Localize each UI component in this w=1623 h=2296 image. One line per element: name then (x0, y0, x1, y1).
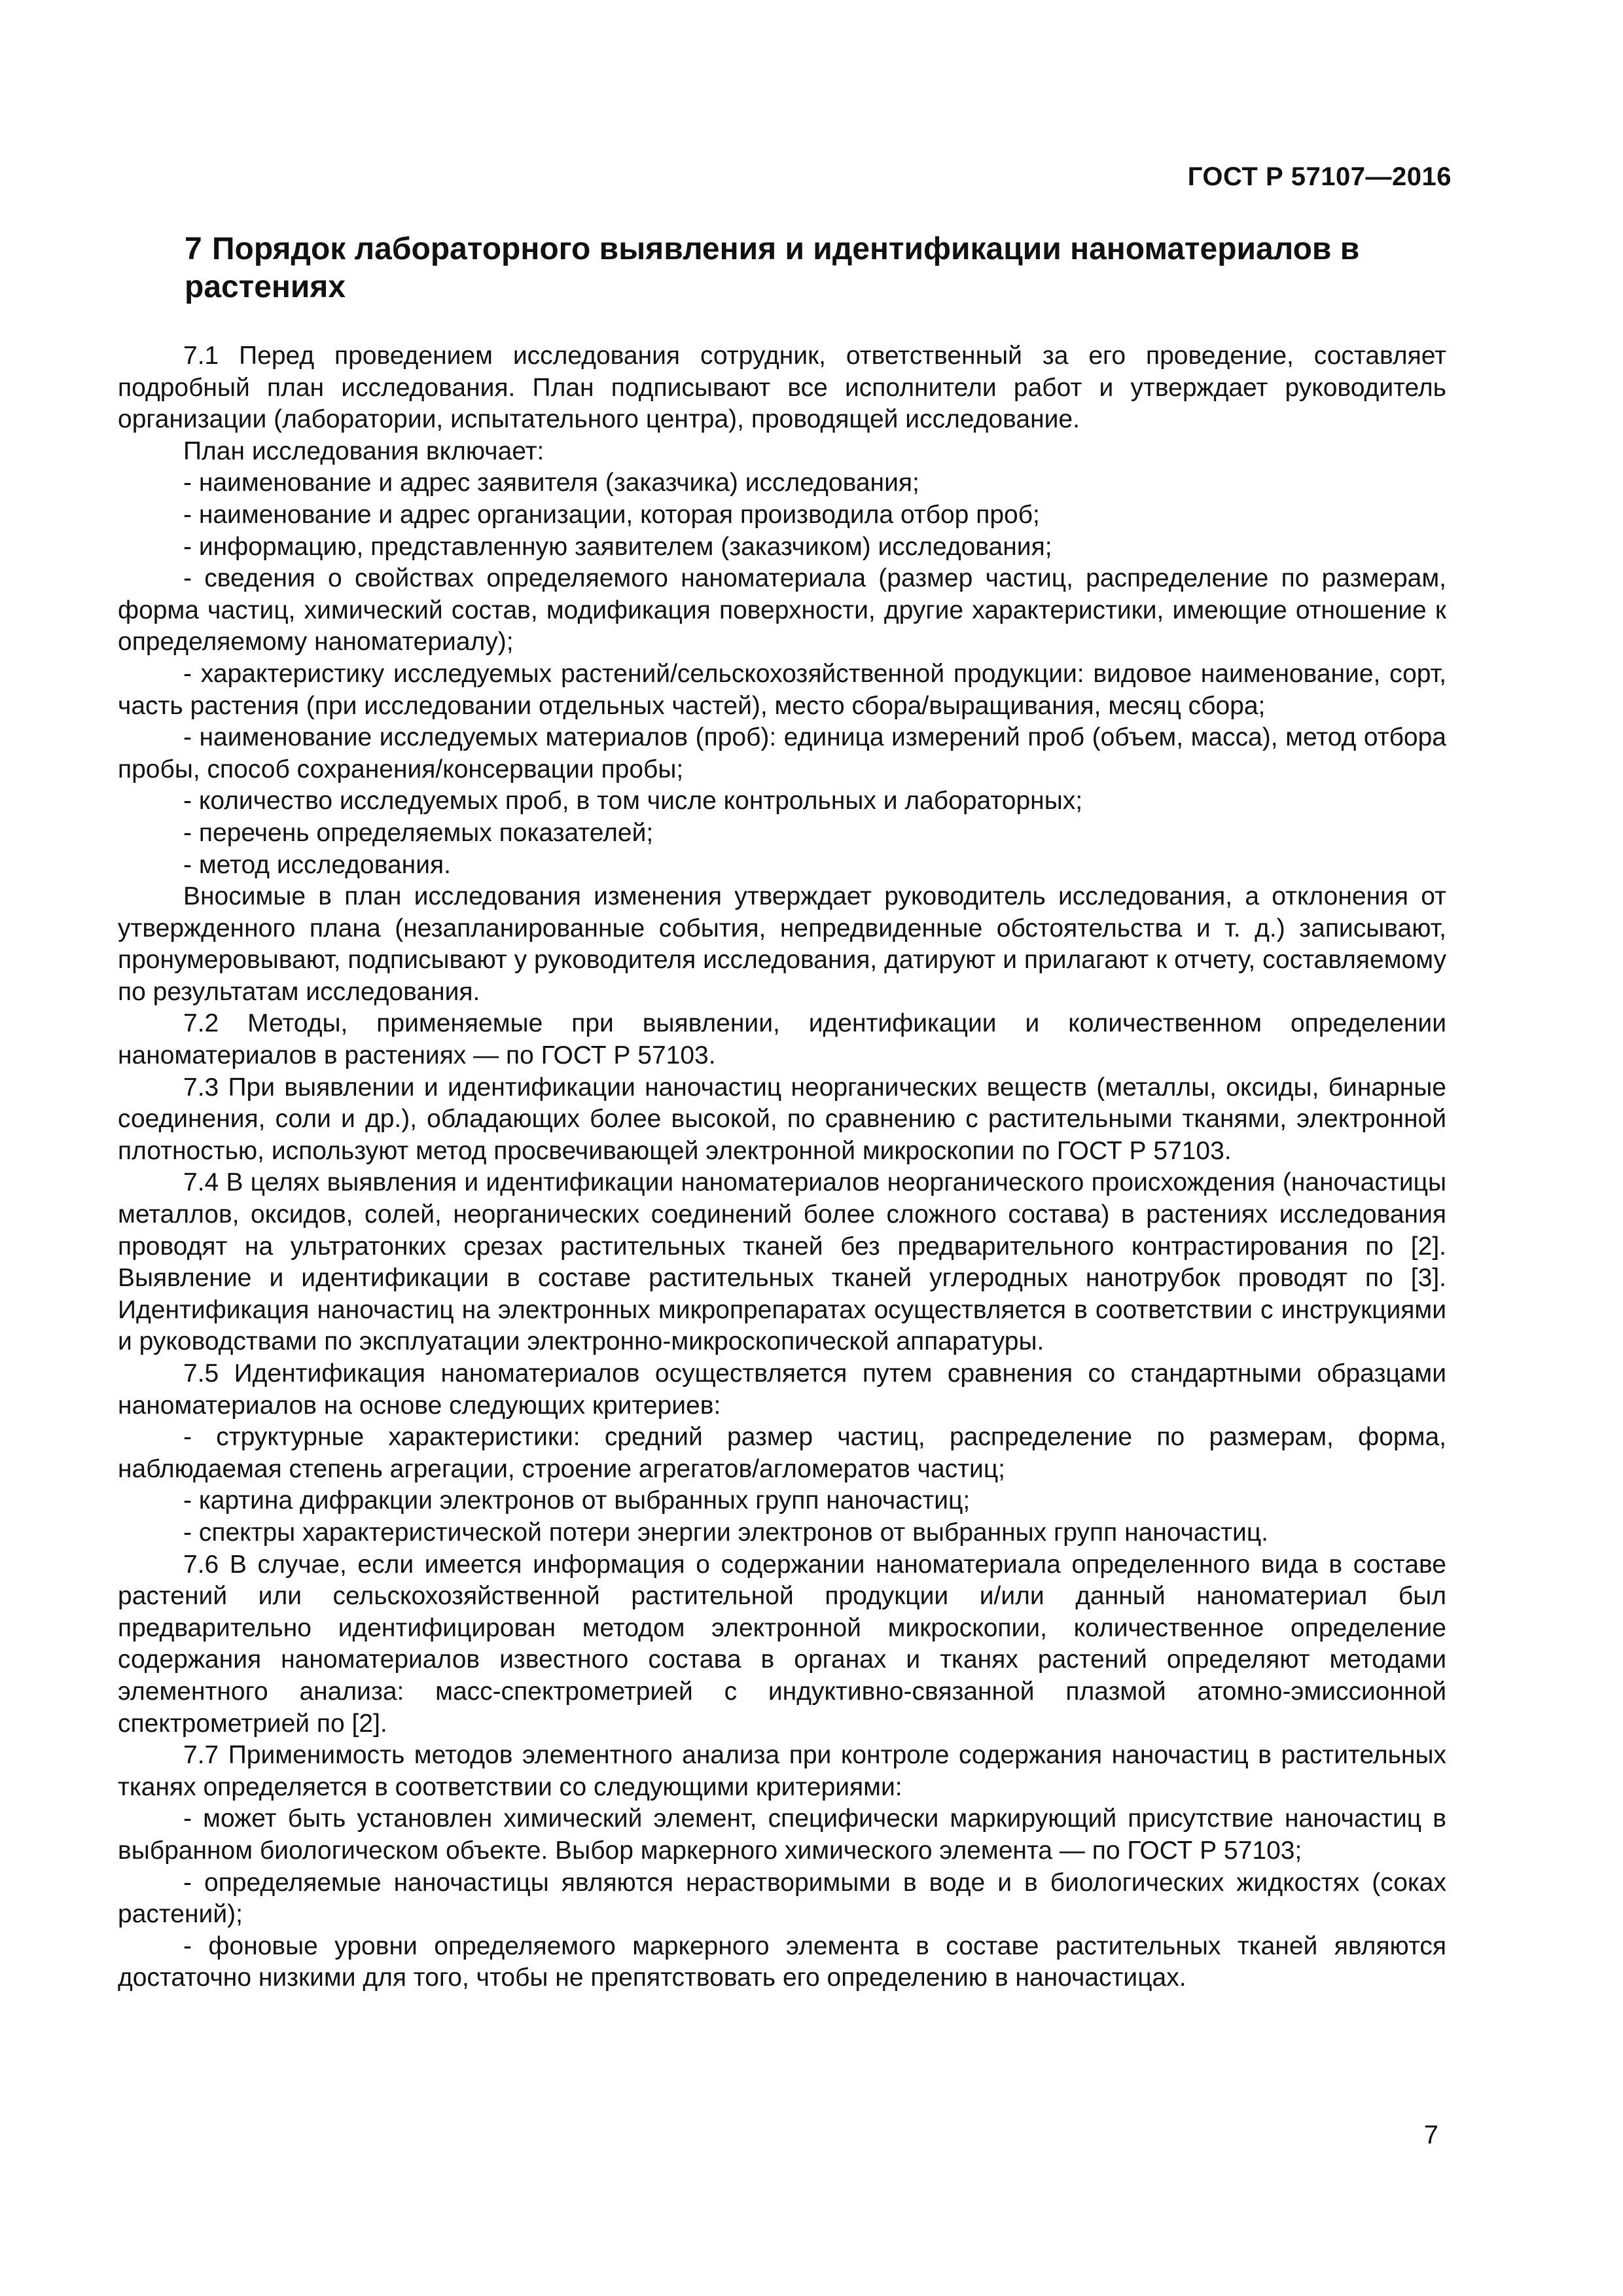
document-body (118, 340, 1446, 1994)
section-title-text: Порядок лабораторного выявления и идентификации наноматериалов в растениях (185, 232, 1360, 304)
list-item: - количество исследуемых проб, в том числе контрольных и лабораторных; (183, 787, 1083, 816)
section-number: 7 (185, 232, 202, 266)
list-item: - наименование и адрес организации, которая производила отбор проб; (183, 500, 1040, 529)
paragraph-plan-intro: План исследования включает: (183, 437, 544, 465)
page-number: 7 (1423, 2121, 1438, 2149)
paragraph-7-6: 7.6 В случае, если имеется информация о содержании наноматериала определенного вида в составе растений или сельскохозяйственной растительной продукции и/или данный наноматериал был предварительно идентифицирован методом электронной микроскопии, количественное определение содержания наноматериалов известного состава в органах и тканях растений определяют методами элементного анализа: масс-спектрометрией с индуктивно-связанной плазмой атомно-эмиссионной спектрометрией по [2]. (118, 1550, 1446, 1738)
paragraph-7-2: 7.2 Методы, применяемые при выявлении, идентификации и количественном определении наноматериалов в растениях — по ГОСТ Р 57103. (118, 1009, 1446, 1070)
list-item: - информацию, представленную заявителем (заказчиком) исследования; (183, 532, 1052, 561)
list-item: - определяемые наночастицы являются нерастворимыми в воде и в биологических жидкостях (соках растений); (118, 1868, 1446, 1929)
paragraph-7-3: 7.3 При выявлении и идентификации наночастиц неорганических веществ (металлы, оксиды, бинарные соединения, соли и др.), обладающих более высокой, по сравнению с растительными тканями, электронной плотностью, используют метод просвечивающей электронной микроскопии по ГОСТ Р 57103. (118, 1073, 1446, 1165)
paragraph-7-5: 7.5 Идентификация наноматериалов осуществляется путем сравнения со стандартными образцами наноматериалов на основе следующих критериев: (118, 1359, 1446, 1420)
list-item: - сведения о свойствах определяемого наноматериала (размер частиц, распределение по размерам, форма частиц, химический состав, модификация поверхности, другие характеристики, имеющие отношение к определяемому наноматериалу); (118, 564, 1446, 656)
list-item: - структурные характеристики: средний размер частиц, распределение по размерам, форма, наблюдаемая степень агрегации, строение агрегатов/агломератов частиц; (118, 1423, 1446, 1483)
document-code: ГОСТ Р 57107—2016 (1187, 162, 1452, 191)
list-item: - наименование и адрес заявителя (заказчика) исследования; (183, 469, 919, 497)
paragraph-plan-changes: Вносимые в план исследования изменения утверждает руководитель исследования, а отклонения от утвержденного плана (незапланированные события, непредвиденные обстоятельства и т. д.) записывают, пронумеровывают, подписывают у руководителя исследования, датируют и прилагают к отчету, составляемому по результатам исследования. (118, 882, 1446, 1006)
paragraph-7-7: 7.7 Применимость методов элементного анализа при контроле содержания наночастиц в растительных тканях определяется в соответствии со следующими критериями: (118, 1741, 1446, 1801)
paragraph-7-1: 7.1 Перед проведением исследования сотрудник, ответственный за его проведение, составляет подробный план исследования. План подписывают все исполнители работ и утверждает руководитель организации (лаборатории, испытательного центра), проводящей исследование. (118, 342, 1446, 434)
list-item: - фоновые уровни определяемого маркерного элемента в составе растительных тканей являются достаточно низкими для того, чтобы не препятствовать его определению в наночастицах. (118, 1931, 1446, 1992)
section-title (185, 230, 1428, 306)
paragraph-7-4: 7.4 В целях выявления и идентификации наноматериалов неорганического происхождения (наночастицы металлов, оксидов, солей, неорганических соединений более сложного состава) в растениях исследования проводят на ультратонких срезах растительных тканей без предварительного контрастирования по [2]. Выявление и идентификации в составе растительных тканей углеродных нанотрубок проводят по [3]. Идентификация наночастиц на электронных микропрепаратах осуществляется в соответствии с инструкциями и руководствами по эксплуатации электронно-микроскопической аппаратуры. (118, 1168, 1446, 1356)
list-item: - метод исследования. (183, 850, 451, 879)
list-item: - может быть установлен химический элемент, специфически маркирующий присутствие наночастиц в выбранном биологическом объекте. Выбор маркерного химического элемента — по ГОСТ Р 57103; (118, 1804, 1446, 1865)
list-item: - перечень определяемых показателей; (183, 818, 654, 847)
list-item: - наименование исследуемых материалов (проб): единица измерений проб (объем, масса), метод отбора пробы, способ сохранения/консервации пробы; (118, 723, 1446, 783)
list-item: - спектры характеристической потери энергии электронов от выбранных групп наночастиц. (183, 1518, 1268, 1547)
list-item: - картина дифракции электронов от выбранных групп наночастиц; (183, 1486, 971, 1515)
list-item: - характеристику исследуемых растений/сельскохозяйственной продукции: видовое наименование, сорт, часть растения (при исследовании отдельных частей), место сбора/выращивания, месяц сбора; (118, 659, 1446, 720)
